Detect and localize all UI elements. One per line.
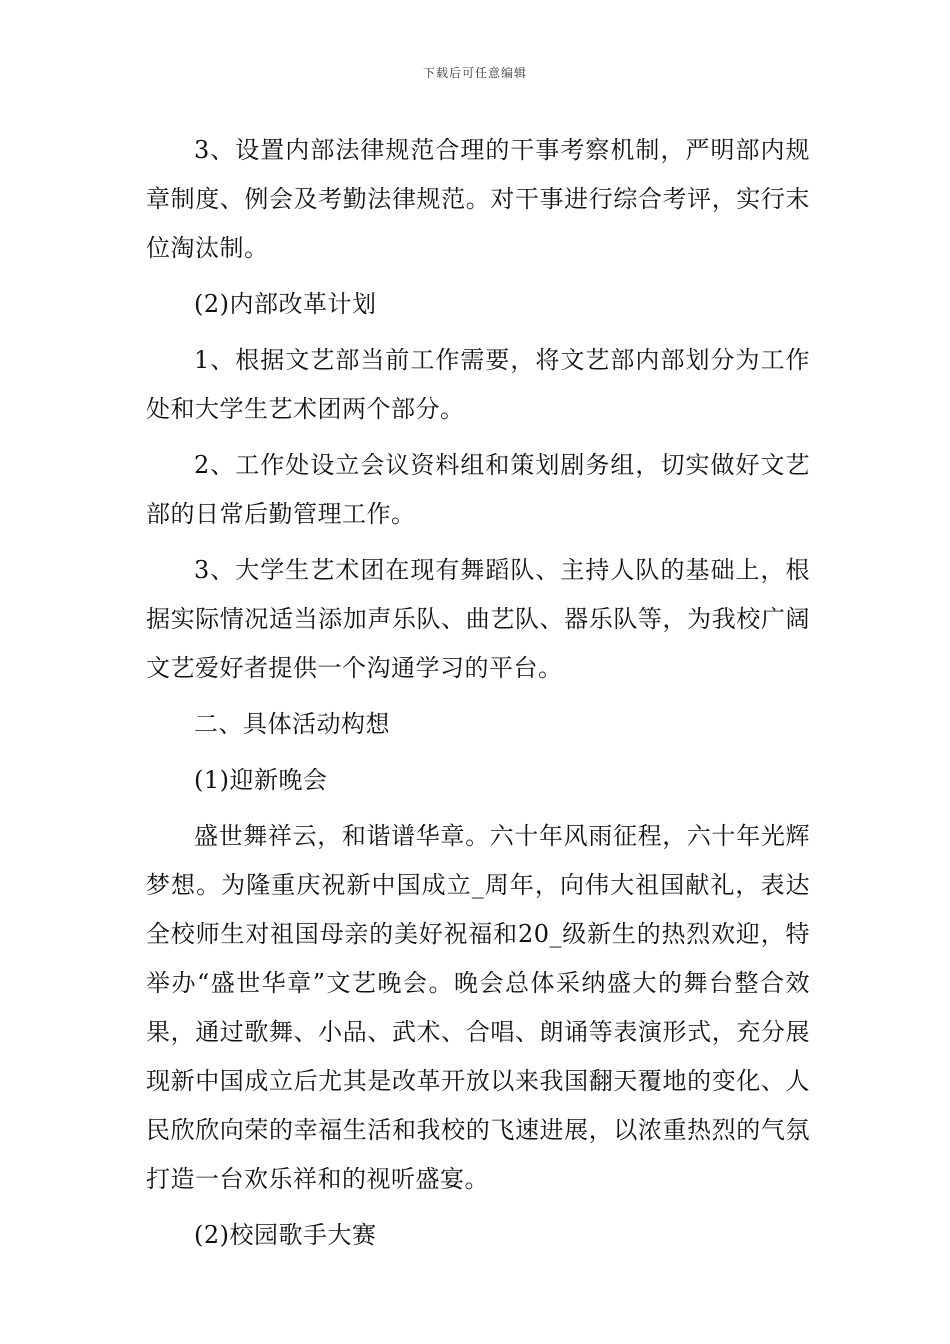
paragraph-item-1: 3、设置内部法律规范合理的干事考察机制，严明部内规章制度、例会及考勤法律规范。对干事进行综合考评，实行末位淘汰制。	[146, 136, 810, 262]
paragraph-item-4: 3、大学生艺术团在现有舞蹈队、主持人队的基础上，根据实际情况适当添加声乐队、曲艺队、器乐队等，为我校广阔文艺爱好者提供一个沟通学习的平台。	[146, 556, 810, 682]
paragraph-item-2: 1、根据文艺部当前工作需要，将文艺部内部划分为工作处和大学生艺术团两个部分。	[146, 346, 810, 423]
page-header: 下载后可任意编辑	[422, 66, 527, 80]
document-body	[146, 126, 810, 1267]
paragraph-welcome-party: 盛世舞祥云，和谐谱华章。六十年风雨征程，六十年光辉梦想。为隆重庆祝新中国成立_周年，向伟大祖国献礼，表达全校师生对祖国母亲的美好祝福和20_级新生的热烈欢迎，特举办“盛世华章”文艺晚会。晚会总体采纳盛大的舞台整合效果，通过歌舞、小品、武术、合唱、朗诵等表演形式，充分展现新中国成立后尤其是改革开放以来我国翻天覆地的变化、人民欣欣向荣的幸福生活和我校的飞速进展，以浓重热烈的气氛打造一台欢乐祥和的视听盛宴。	[146, 822, 810, 1193]
section-heading-internal-reform: (2)内部改革计划	[194, 290, 377, 318]
section-heading-singer-contest: (2)校园歌手大赛	[194, 1221, 377, 1249]
section-heading-activities: 二、具体活动构想	[194, 710, 390, 738]
paragraph-item-3: 2、工作处设立会议资料组和策划剧务组，切实做好文艺部的日常后勤管理工作。	[146, 451, 810, 528]
section-heading-welcome-party: (1)迎新晚会	[194, 766, 328, 794]
